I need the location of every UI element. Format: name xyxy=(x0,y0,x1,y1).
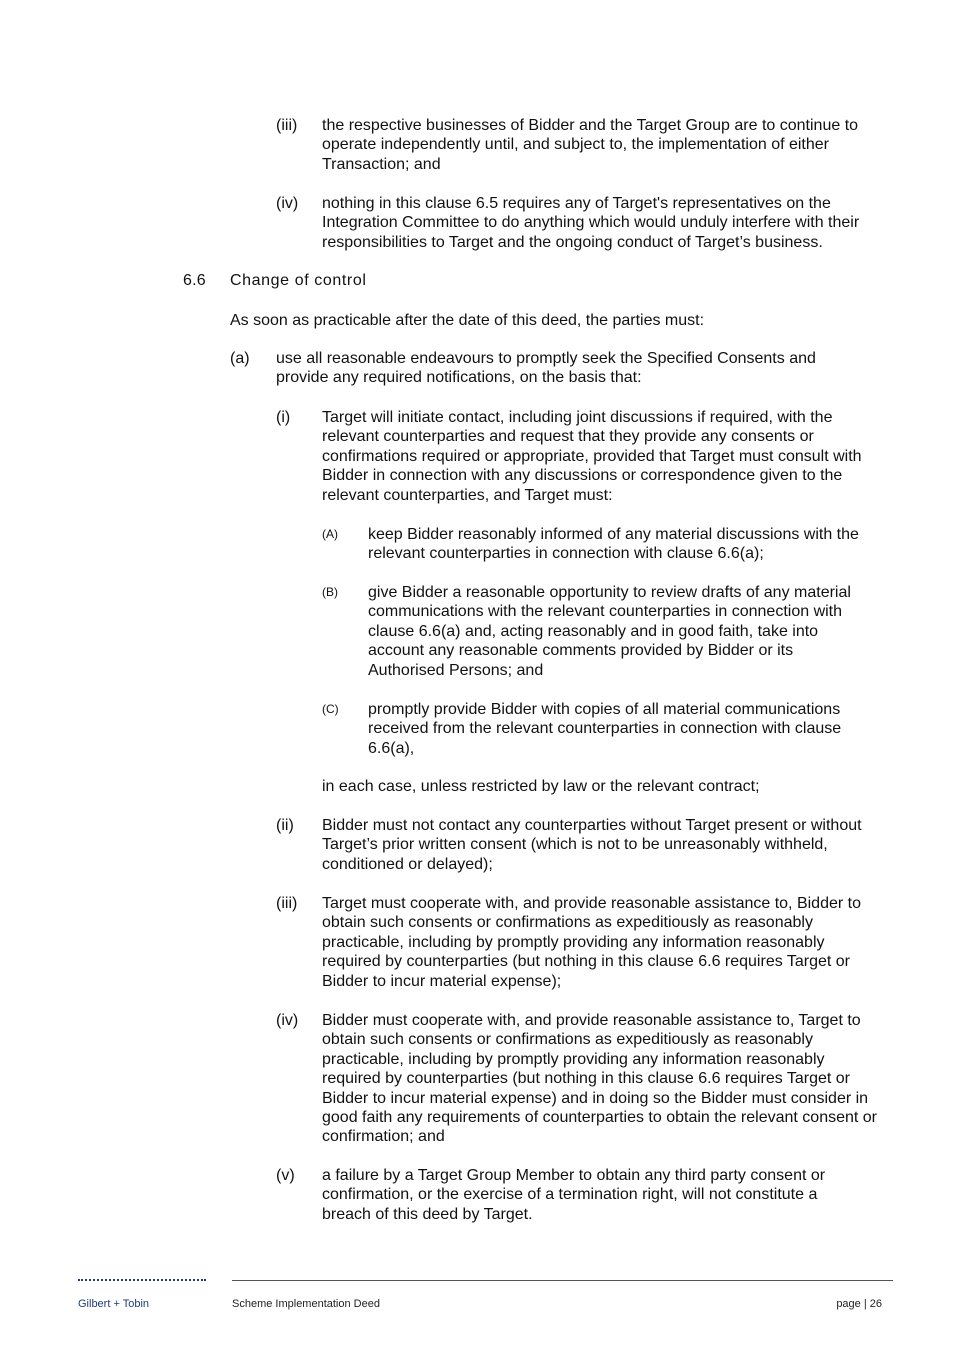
clause-text-B: give Bidder a reasonable opportunity to review drafts of any material communications with the relevant counterparties in connection with clause 6.6(a) and, acting reasonably and in good faith, take into account any reasonable comments provided by Bidder or its Authorised Persons; and xyxy=(368,584,851,679)
clause-text-iii: Target must cooperate with, and provide reasonable assistance to, Bidder to obtain such consents or confirmations as expeditiously as reasonably practicable, including by promptly providing any information reasonably required by counterparties (but nothing in this clause 6.6 requires Target or Bidder to incur material expense); xyxy=(322,895,861,990)
clause-text-i: Target will initiate contact, including joint discussions if required, with the relevant counterparties and request that they provide any consents or confirmations required or appropriate, provided that Target must consult with Bidder in connection with any discussions or correspondence given to the relevant counterparties, and Target must: xyxy=(322,409,862,504)
clause-label-C: (C) xyxy=(322,702,339,716)
clause-text-ii: Bidder must not contact any counterparties without Target present or without Target’s prior written consent (which is not to be unreasonably withheld, conditioned or delayed); xyxy=(322,817,862,873)
clause-label-i: (i) xyxy=(276,409,291,426)
footer-firm-name: Gilbert + Tobin xyxy=(78,1298,150,1310)
footer-page-number: page | 26 xyxy=(836,1298,882,1310)
clause-label-iv: (iv) xyxy=(276,1012,299,1029)
clause-text-iv: Bidder must cooperate with, and provide reasonable assistance to, Target to obtain such consents or confirmations as expeditiously as reasonably practicable, including by promptly providing any information reasonably required by counterparties (but nothing in this clause 6.6 requires Target or Bidder to incur material expense) and in doing so the Bidder must consider in good faith any requirements of counterparties to obtain the relevant consent or confirmation; and xyxy=(322,1012,878,1146)
section-title: Change of control xyxy=(230,272,367,289)
clause-label-a: (a) xyxy=(230,350,250,367)
clause-text-A: keep Bidder reasonably informed of any material discussions with the relevant counterparties in connection with clause 6.6(a); xyxy=(368,526,859,563)
section-number: 6.6 xyxy=(183,272,206,289)
footer-rule xyxy=(232,1280,893,1281)
clause-label-iv-top: (iv) xyxy=(276,195,299,212)
clause-continuation: in each case, unless restricted by law or the relevant contract; xyxy=(322,778,760,795)
clause-text-v: a failure by a Target Group Member to obtain any third party consent or confirmation, or the exercise of a termination right, will not constitute a breach of this deed by Target. xyxy=(322,1167,826,1223)
clause-text-C: promptly provide Bidder with copies of all material communications received from the relevant counterparties in connection with clause 6.6(a), xyxy=(368,701,842,757)
footer-dotted-rule xyxy=(78,1279,206,1281)
clause-label-B: (B) xyxy=(322,585,338,599)
clause-label-A: (A) xyxy=(322,527,338,541)
clause-label-v: (v) xyxy=(276,1167,295,1184)
clause-text-iv-top: nothing in this clause 6.5 requires any of Target's representatives on the Integration Committee to do anything which would unduly interfere with their responsibilities to Target and the ongoing conduct of Target’s business. xyxy=(322,195,860,251)
clause-text-iii-top: the respective businesses of Bidder and the Target Group are to continue to operate independently until, and subject to, the implementation of either Transaction; and xyxy=(322,117,859,173)
clause-label-ii: (ii) xyxy=(276,817,294,834)
section-intro: As soon as practicable after the date of this deed, the parties must: xyxy=(230,312,705,329)
footer-document-title: Scheme Implementation Deed xyxy=(232,1298,380,1310)
clause-label-iii: (iii) xyxy=(276,895,298,912)
clause-text-a: use all reasonable endeavours to promptly seek the Specified Consents and provide any required notifications, on the basis that: xyxy=(276,350,816,387)
clause-label-iii-top: (iii) xyxy=(276,117,298,134)
